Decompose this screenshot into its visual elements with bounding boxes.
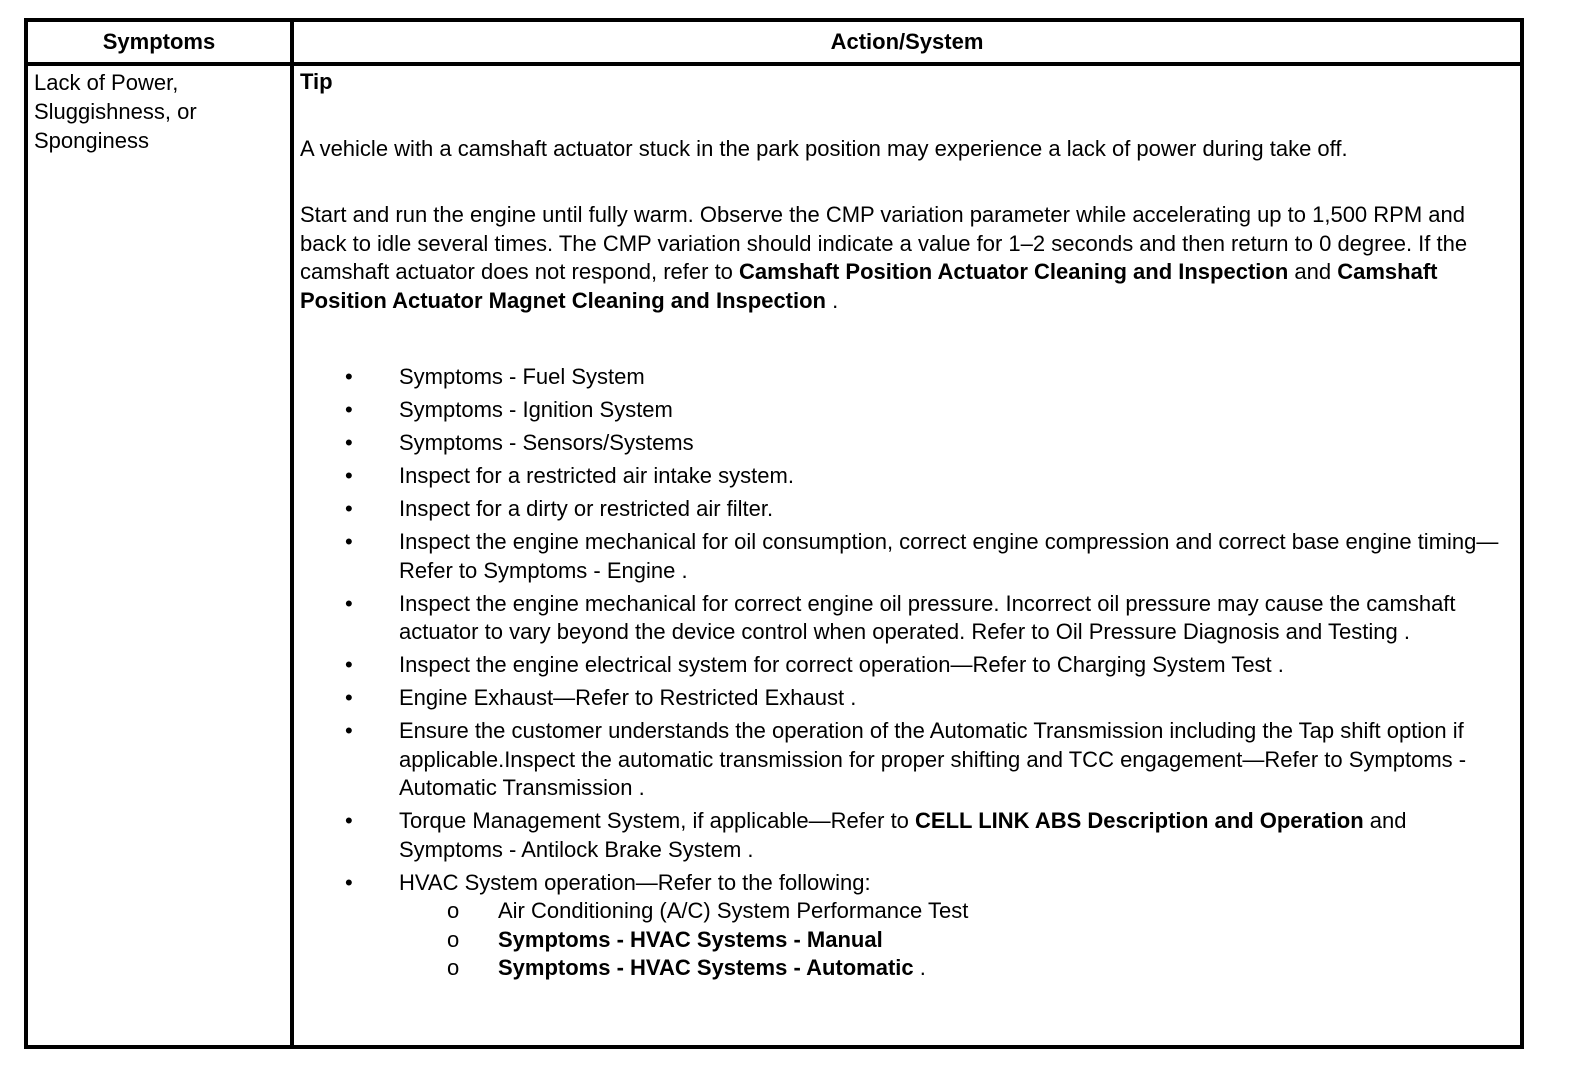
ref-hvac-manual: Symptoms - HVAC Systems - Manual — [498, 926, 883, 952]
list-item: • Ensure the customer understands the operation of the Automatic Transmission including the Tap shift option if applicable.Inspect the automatic transmission for proper shifting and TCC engagement—Refer to Symptoms - Automatic Transmission . — [300, 717, 1504, 803]
action-cell — [300, 68, 1504, 987]
symptom-cell: Lack of Power, Sluggishness, or Sponginess — [34, 70, 197, 153]
paragraph-and: and — [1288, 259, 1338, 284]
paragraph-text: Start and run the engine until fully warm. Observe the CMP variation parameter while accelerating up to 1,500 RPM and back to idle several times. The CMP variation should indicate a value for 1–2 seconds and then return to 0 degree. If the camshaft actuator does not respond, refer to — [300, 202, 1468, 284]
list-item: • Inspect for a dirty or restricted air filter. — [300, 495, 1504, 524]
list-item: • Engine Exhaust—Refer to Restricted Exhaust . — [300, 684, 1504, 713]
warmup-paragraph — [300, 201, 1504, 315]
hvac-label: HVAC System operation—Refer to the following: — [399, 869, 871, 895]
table-header-row — [28, 22, 1520, 66]
list-item-torque — [300, 807, 1504, 864]
list-item: • Inspect the engine mechanical for oil consumption, correct engine compression and correct base engine timing—Refer to Symptoms - Engine . — [300, 528, 1504, 585]
torque-prefix: Torque Management System, if applicable—Refer to — [399, 808, 916, 833]
diagnostic-table — [24, 18, 1524, 1049]
list-item: • Symptoms - Ignition System — [300, 396, 1504, 425]
torque-suffix: and Symptoms - Antilock Brake System . — [399, 808, 1407, 862]
column-divider — [290, 22, 294, 1045]
hvac-sub3-end: . — [913, 955, 926, 980]
list-item: • Inspect for a restricted air intake system. — [300, 462, 1504, 491]
ref-hvac-automatic: Symptoms - HVAC Systems - Automatic — [498, 955, 914, 980]
ref-camshaft-actuator-cleaning: Camshaft Position Actuator Cleaning and Inspection — [739, 259, 1289, 284]
sub-list-item: o Air Conditioning (A/C) System Performance Test — [399, 897, 1504, 926]
sub-list-item — [399, 926, 1504, 955]
paragraph-end: . — [826, 287, 839, 313]
list-item-hvac — [300, 869, 1504, 983]
ref-cell-link-abs: CELL LINK ABS Description and Operation — [915, 808, 1364, 833]
check-list — [300, 363, 1504, 983]
list-item: • Inspect the engine electrical system for correct operation—Refer to Charging System Test . — [300, 651, 1504, 680]
tip-text: A vehicle with a camshaft actuator stuck in the park position may experience a lack of power during take off. — [300, 135, 1348, 161]
list-item: • Symptoms - Fuel System — [300, 363, 1504, 392]
header-action-system: Action/System — [830, 29, 984, 54]
ref-camshaft-magnet-cleaning: Camshaft Position Actuator Magnet Cleaning and Inspection — [300, 259, 1438, 313]
list-item: • Inspect the engine mechanical for correct engine oil pressure. Incorrect oil pressure may cause the camshaft actuator to vary beyond the device control when operated. Refer to Oil Pressure Diagnosis and Testing . — [300, 590, 1504, 647]
list-item: • Symptoms - Sensors/Systems — [300, 429, 1504, 458]
header-symptoms: Symptoms — [102, 29, 216, 54]
hvac-sub-list — [399, 897, 1504, 983]
sub-list-item — [399, 954, 1504, 983]
tip-label: Tip — [300, 69, 333, 94]
